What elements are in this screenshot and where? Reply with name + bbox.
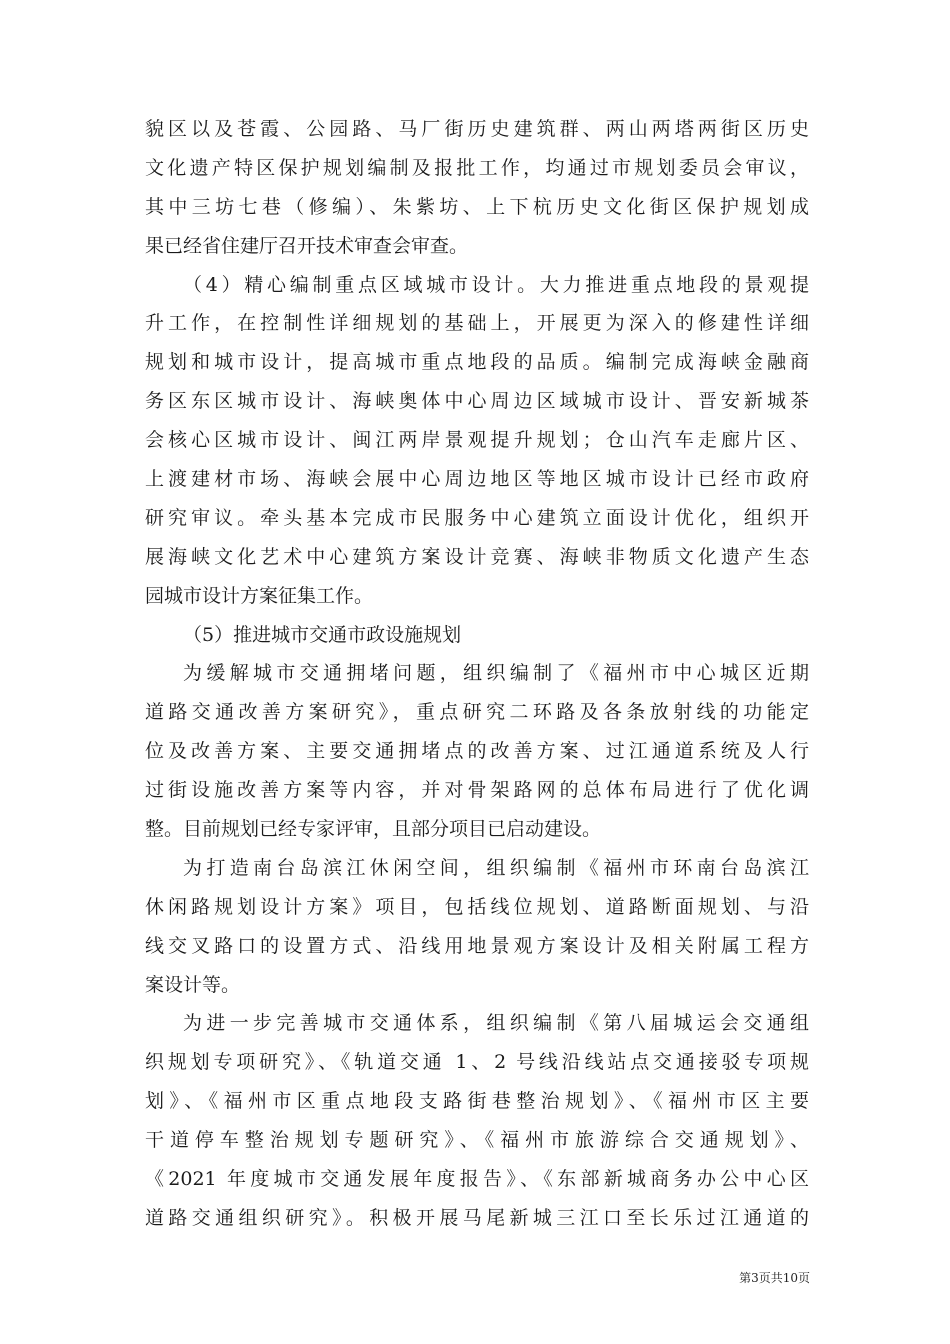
text-line: 案设计等。 [145,973,241,996]
document-body [145,110,809,1238]
text-line: 过街设施改善方案等内容，并对骨架路网的总体布局进行了优化调 [145,779,809,802]
text-line: 划》、《福州市区重点地段支路街巷整治规划》、《福州市区主要 [145,1090,809,1113]
text-line: 为打造南台岛滨江休闲空间，组织编制《福州市环南台岛滨江 [183,856,809,879]
text-line: 道路交通组织研究》。积极开展马尾新城三江口至长乐过江通道的 [145,1206,809,1229]
text-line: 休闲路规划设计方案》项目，包括线位规划、道路断面规划、与沿 [145,895,809,918]
text-line: 道路交通改善方案研究》，重点研究二环路及各条放射线的功能定 [145,701,809,724]
text-line: 研究审议。牵头基本完成市民服务中心建筑立面设计优化，组织开 [145,506,809,529]
text-line: 为缓解城市交通拥堵问题，组织编制了《福州市中心城区近期 [183,662,809,685]
text-line: 务区东区城市设计、海峡奥体中心周边区域城市设计、晋安新城茶 [145,390,809,413]
text-line: 位及改善方案、主要交通拥堵点的改善方案、过江通道系统及人行 [145,740,809,763]
text-line: 园城市设计方案征集工作。 [145,584,374,607]
text-line: 上渡建材市场、海峡会展中心周边地区等地区城市设计已经市政府 [145,468,809,491]
text-line: 干道停车整治规划专题研究》、《福州市旅游综合交通规划》、 [145,1129,809,1152]
text-line: 文化遗产特区保护规划编制及报批工作，均通过市规划委员会审议， [145,156,809,179]
page-number: 第3页共10页 [739,1271,810,1285]
text-line: 貌区以及苍霞、公园路、马厂街历史建筑群、两山两塔两街区历史 [145,118,809,140]
text-line: 为进一步完善城市交通体系，组织编制《第八届城运会交通组 [183,1012,809,1035]
text-line: 其中三坊七巷（修编）、朱紫坊、上下杭历史文化街区保护规划成 [145,195,809,218]
text-line: 升工作，在控制性详细规划的基础上，开展更为深入的修建性详细 [145,312,809,335]
text-line: 规划和城市设计，提高城市重点地段的品质。编制完成海峡金融商 [145,351,809,374]
text-line: 线交叉路口的设置方式、沿线用地景观方案设计及相关附属工程方 [145,934,809,957]
text-line: 果已经省住建厅召开技术审查会审查。 [145,234,469,257]
text-line: （4）精心编制重点区域城市设计。大力推进重点地段的景观提 [183,273,809,296]
text-line: 整。目前规划已经专家评审，且部分项目已启动建设。 [145,818,602,841]
text-line: 会核心区城市设计、闽江两岸景观提升规划；仓山汽车走廊片区、 [145,429,809,452]
text-line: 《2021 年度城市交通发展年度报告》、《东部新城商务办公中心区 [145,1168,809,1191]
text-line: 织规划专项研究》、《轨道交通 1、2 号线沿线站点交通接驳专项规 [145,1051,809,1074]
text-line: （5）推进城市交通市政设施规划 [183,623,462,646]
text-line: 展海峡文化艺术中心建筑方案设计竞赛、海峡非物质文化遗产生态 [145,545,809,568]
